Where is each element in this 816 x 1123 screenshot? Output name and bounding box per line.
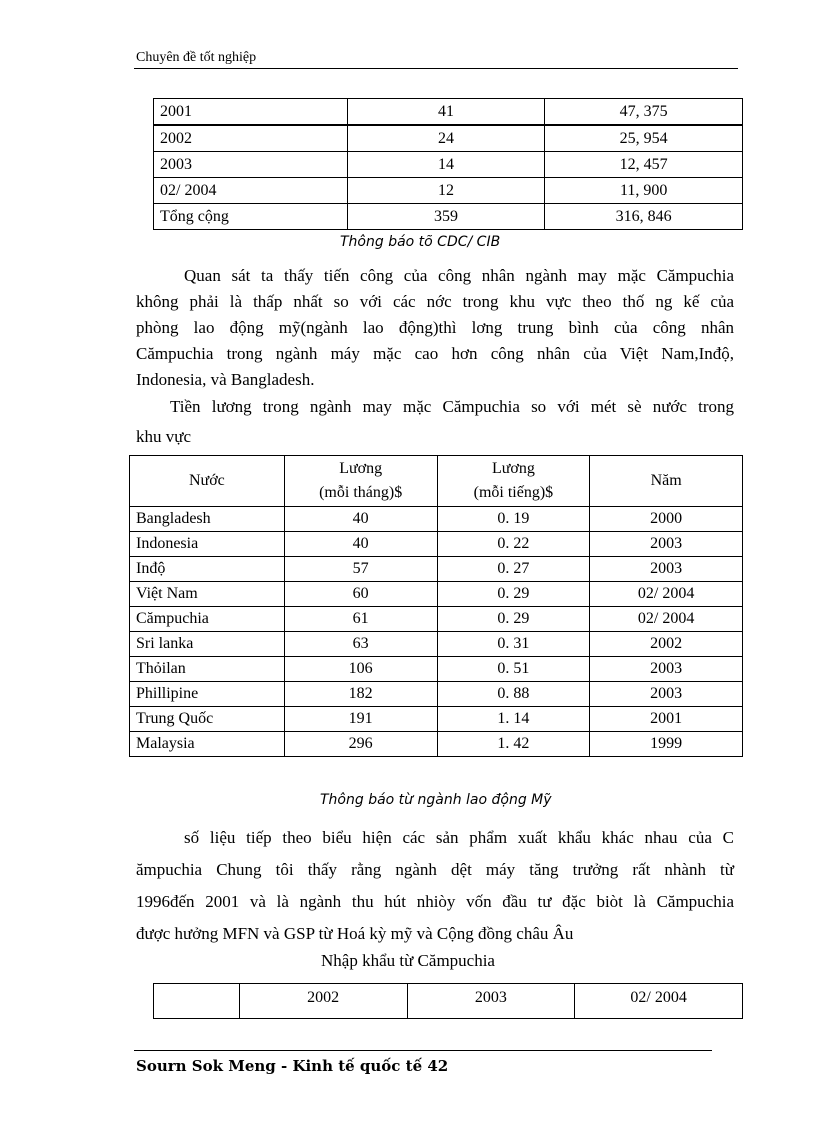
table-cell: 25, 954 (545, 125, 743, 152)
table-cell: 24 (347, 125, 545, 152)
column-header (154, 984, 240, 1019)
table-cell: 61 (284, 607, 437, 632)
paragraph-line: Tiền lương trong ngành may mặc Cămpuchia so với mét sè nước trong (170, 397, 734, 416)
paragraph-line: số liệu tiếp theo biểu hiện các sản phẩm xuất khẩu khác nhau của C (184, 828, 734, 847)
table-cell: 02/ 2004 (154, 178, 348, 204)
table-cell: 316, 846 (545, 204, 743, 230)
paragraph-line: được hưởng MFN và GSP từ Hoá kỳ mỹ và Cộng đồng châu Âu (136, 924, 574, 943)
table-row (130, 632, 743, 657)
table-cell: 0. 29 (437, 582, 590, 607)
table-cell: 47, 375 (545, 99, 743, 126)
paragraph-line: ămpuchia Chung tôi thấy rằng ngành dệt máy tăng trưởng rất nhành từ (136, 860, 734, 879)
paragraph-wage-intro (136, 392, 734, 452)
table-cell: 40 (284, 507, 437, 532)
footer-divider (134, 1050, 712, 1051)
paragraph-line: Cămpuchia trong ngành máy mặc cao hơn công nhân của Việt Nam,Inđộ, (136, 344, 734, 363)
table-cell: 12, 457 (545, 152, 743, 178)
column-header: 2003 (407, 984, 575, 1019)
table-row (154, 204, 743, 230)
table-cell: 182 (284, 682, 437, 707)
table-cell: 2003 (590, 557, 743, 582)
table-cell: Inđộ (130, 557, 285, 582)
header-title: Chuyên đề tốt nghiệp (136, 50, 257, 65)
table-imports-from-cambodia (153, 983, 743, 1019)
table-row (154, 984, 743, 1019)
table-row (154, 178, 743, 204)
table-cell: 0. 31 (437, 632, 590, 657)
table-cell: 359 (347, 204, 545, 230)
paragraph-line: không phải là thấp nhất so với các nớc trong khu vực theo thố ng kế của (136, 292, 734, 311)
table-cell: 191 (284, 707, 437, 732)
table-cell: Cămpuchia (130, 607, 285, 632)
table-wage-comparison (129, 455, 743, 757)
table-cell: Bangladesh (130, 507, 285, 532)
table-cell: Sri lanka (130, 632, 285, 657)
column-header: 2002 (239, 984, 407, 1019)
table-cell: 2001 (590, 707, 743, 732)
table-cell: 63 (284, 632, 437, 657)
table-cell: 02/ 2004 (590, 607, 743, 632)
table-cell: 02/ 2004 (590, 582, 743, 607)
table-row (130, 507, 743, 532)
table-cell: 2001 (154, 99, 348, 126)
table-cell: 40 (284, 532, 437, 557)
table-cell: Việt Nam (130, 582, 285, 607)
table-cell: 1. 14 (437, 707, 590, 732)
paragraph-wage-observation (136, 263, 734, 393)
table-row (130, 532, 743, 557)
column-header-monthly-wage: Lương (mỗi tháng)$ (284, 456, 437, 507)
footer-author: Sourn Sok Meng - Kinh tế quốc tế 42 (136, 1057, 449, 1075)
table-cell: Tổng cộng (154, 204, 348, 230)
table-cell: 2003 (154, 152, 348, 178)
table-cell: 2000 (590, 507, 743, 532)
table-cell: Thỏilan (130, 657, 285, 682)
table-cell: 14 (347, 152, 545, 178)
table-row (130, 582, 743, 607)
table-row (130, 607, 743, 632)
table-row (130, 557, 743, 582)
paragraph-export-analysis (136, 822, 734, 950)
table-cell: 2002 (590, 632, 743, 657)
column-header-country: Nước (130, 456, 285, 507)
paragraph-line: phòng lao động mỹ(ngành lao động)thì lơng trung bình của công nhân (136, 318, 734, 337)
table-cell: 0. 27 (437, 557, 590, 582)
table-employment-by-year (153, 98, 743, 230)
table-title-imports: Nhập khẩu từ Cămpuchia (321, 951, 495, 970)
caption-source-cdc: Thông báo tõ CDC/ CIB (340, 234, 501, 250)
table-row (154, 152, 743, 178)
table-cell: 2003 (590, 532, 743, 557)
table-cell: Trung Quốc (130, 707, 285, 732)
paragraph-line: Indonesia, và Bangladesh. (136, 370, 315, 389)
paragraph-line: Quan sát ta thấy tiến công của công nhân ngành may mặc Cămpuchia (184, 266, 734, 285)
paragraph-line: 1996đến 2001 và là ngành thu hút nhiòy vốn đầu tư đặc biòt là Cămpuchia (136, 892, 734, 911)
table-row (154, 125, 743, 152)
table-row (154, 99, 743, 126)
table-cell: 0. 88 (437, 682, 590, 707)
caption-source-us-labor: Thông báo từ ngành lao động Mỹ (320, 792, 552, 808)
table-cell: 1. 42 (437, 732, 590, 757)
table-cell: 0. 51 (437, 657, 590, 682)
table-row (130, 657, 743, 682)
table-cell: Malaysia (130, 732, 285, 757)
table-cell: 2002 (154, 125, 348, 152)
table-cell: 0. 22 (437, 532, 590, 557)
table-cell: 60 (284, 582, 437, 607)
table-cell: 1999 (590, 732, 743, 757)
table-cell: 0. 19 (437, 507, 590, 532)
table-cell: 12 (347, 178, 545, 204)
column-header: 02/ 2004 (575, 984, 743, 1019)
table-cell: 41 (347, 99, 545, 126)
table-cell: 2003 (590, 682, 743, 707)
table-row (130, 707, 743, 732)
table-cell: 57 (284, 557, 437, 582)
table-cell: 11, 900 (545, 178, 743, 204)
table-row (130, 732, 743, 757)
table-cell: 2003 (590, 657, 743, 682)
header-divider (134, 68, 738, 69)
column-header-year: Năm (590, 456, 743, 507)
paragraph-line: khu vực (136, 427, 192, 446)
table-cell: 106 (284, 657, 437, 682)
table-cell: 296 (284, 732, 437, 757)
table-cell: 0. 29 (437, 607, 590, 632)
table-cell: Indonesia (130, 532, 285, 557)
column-header-hourly-wage: Lương (mỗi tiếng)$ (437, 456, 590, 507)
table-cell: Phillipine (130, 682, 285, 707)
table-row (130, 682, 743, 707)
